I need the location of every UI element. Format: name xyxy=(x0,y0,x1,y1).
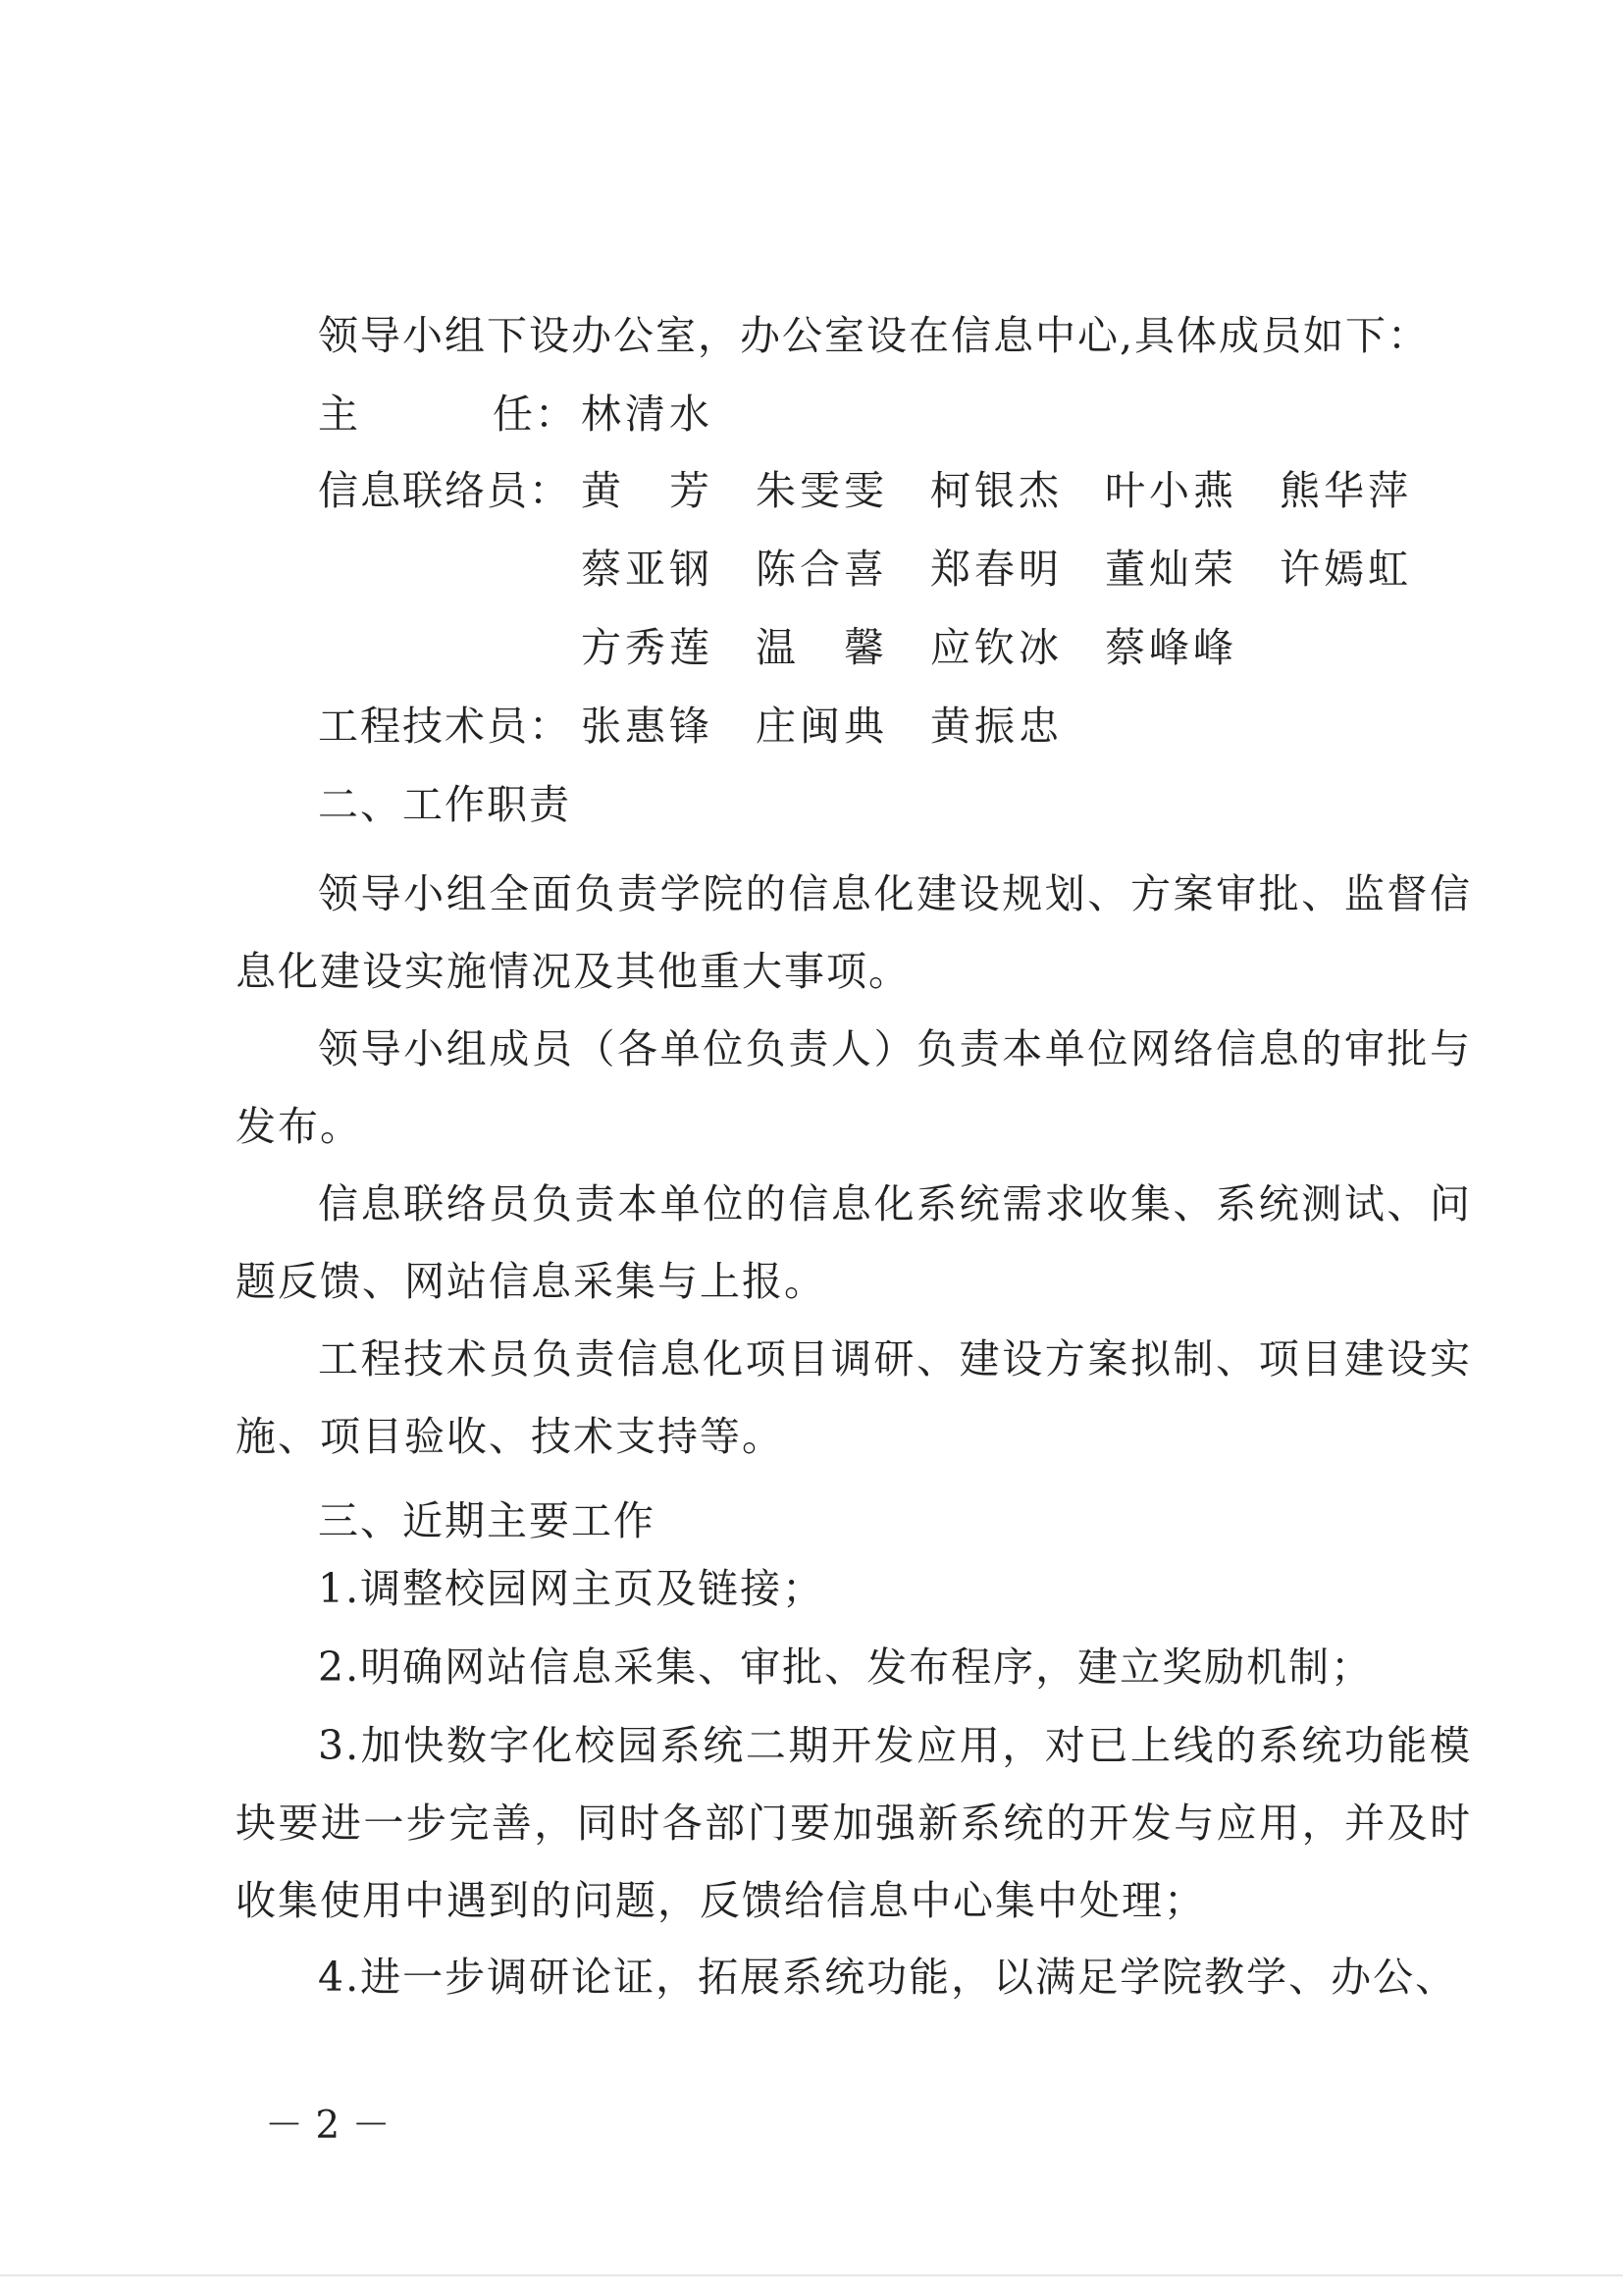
engineer-name: 张惠锋 xyxy=(581,703,713,750)
liaison-name: 方秀莲 xyxy=(581,624,713,671)
liaison-name: 熊华萍 xyxy=(1280,467,1412,514)
paragraph: 信息联络员负责本单位的信息化系统需求收集、系统测试、问题反馈、网站信息采集与上报。 xyxy=(236,1180,1472,1305)
paragraph: 领导小组成员（各单位负责人）负责本单位网络信息的审批与发布。 xyxy=(236,1025,1472,1150)
list-item: 3.加快数字化校园系统二期开发应用，对已上线的系统功能模块要进一步完善，同时各部门要加强新系统的开发与应用，并及时收集使用中遇到的问题，反馈给信息中心集中处理； xyxy=(236,1722,1472,1924)
liaison-name: 蔡亚钢 xyxy=(581,546,713,593)
liaison-name: 蔡峰峰 xyxy=(1105,624,1237,671)
liaison-name: 叶小燕 xyxy=(1105,467,1237,514)
section-heading: 三、近期主要工作 xyxy=(318,1497,655,1544)
page-number: － 2 － xyxy=(265,2104,391,2148)
director-label-a: 主 xyxy=(318,391,360,438)
paragraph: 领导小组全面负责学院的信息化建设规划、方案审批、监督信息化建设实施情况及其他重大事项。 xyxy=(236,870,1472,995)
scan-edge-line xyxy=(0,2274,1623,2276)
section-heading: 二、工作职责 xyxy=(318,781,571,828)
intro-line: 领导小组下设办公室，办公室设在信息中心,具体成员如下： xyxy=(318,312,1431,359)
liaison-name: 朱雯雯 xyxy=(756,467,888,514)
liaison-name: 黄 芳 xyxy=(581,467,713,514)
director-name: 林清水 xyxy=(581,391,713,438)
liaison-name: 温 馨 xyxy=(756,624,888,671)
liaison-label: 信息联络员： xyxy=(318,467,571,514)
list-item: 4.进一步调研论证，拓展系统功能，以满足学院教学、办公、 xyxy=(318,1954,1458,2001)
engineer-name: 黄振忠 xyxy=(930,703,1063,750)
list-item: 2.明确网站信息采集、审批、发布程序，建立奖励机制； xyxy=(318,1644,1374,1691)
engineer-name: 庄闽典 xyxy=(756,703,888,750)
director-label-b: 任： xyxy=(493,391,577,438)
liaison-name: 许嫣虹 xyxy=(1280,546,1412,593)
liaison-name: 陈合喜 xyxy=(756,546,888,593)
liaison-name: 董灿荣 xyxy=(1105,546,1237,593)
engineers-label: 工程技术员： xyxy=(318,703,571,750)
list-item: 1.调整校园网主页及链接； xyxy=(318,1565,825,1612)
liaison-name: 应钦冰 xyxy=(930,624,1063,671)
paragraph: 工程技术员负责信息化项目调研、建设方案拟制、项目建设实施、项目验收、技术支持等。 xyxy=(236,1335,1472,1460)
liaison-name: 郑春明 xyxy=(930,546,1063,593)
liaison-name: 柯银杰 xyxy=(930,467,1063,514)
